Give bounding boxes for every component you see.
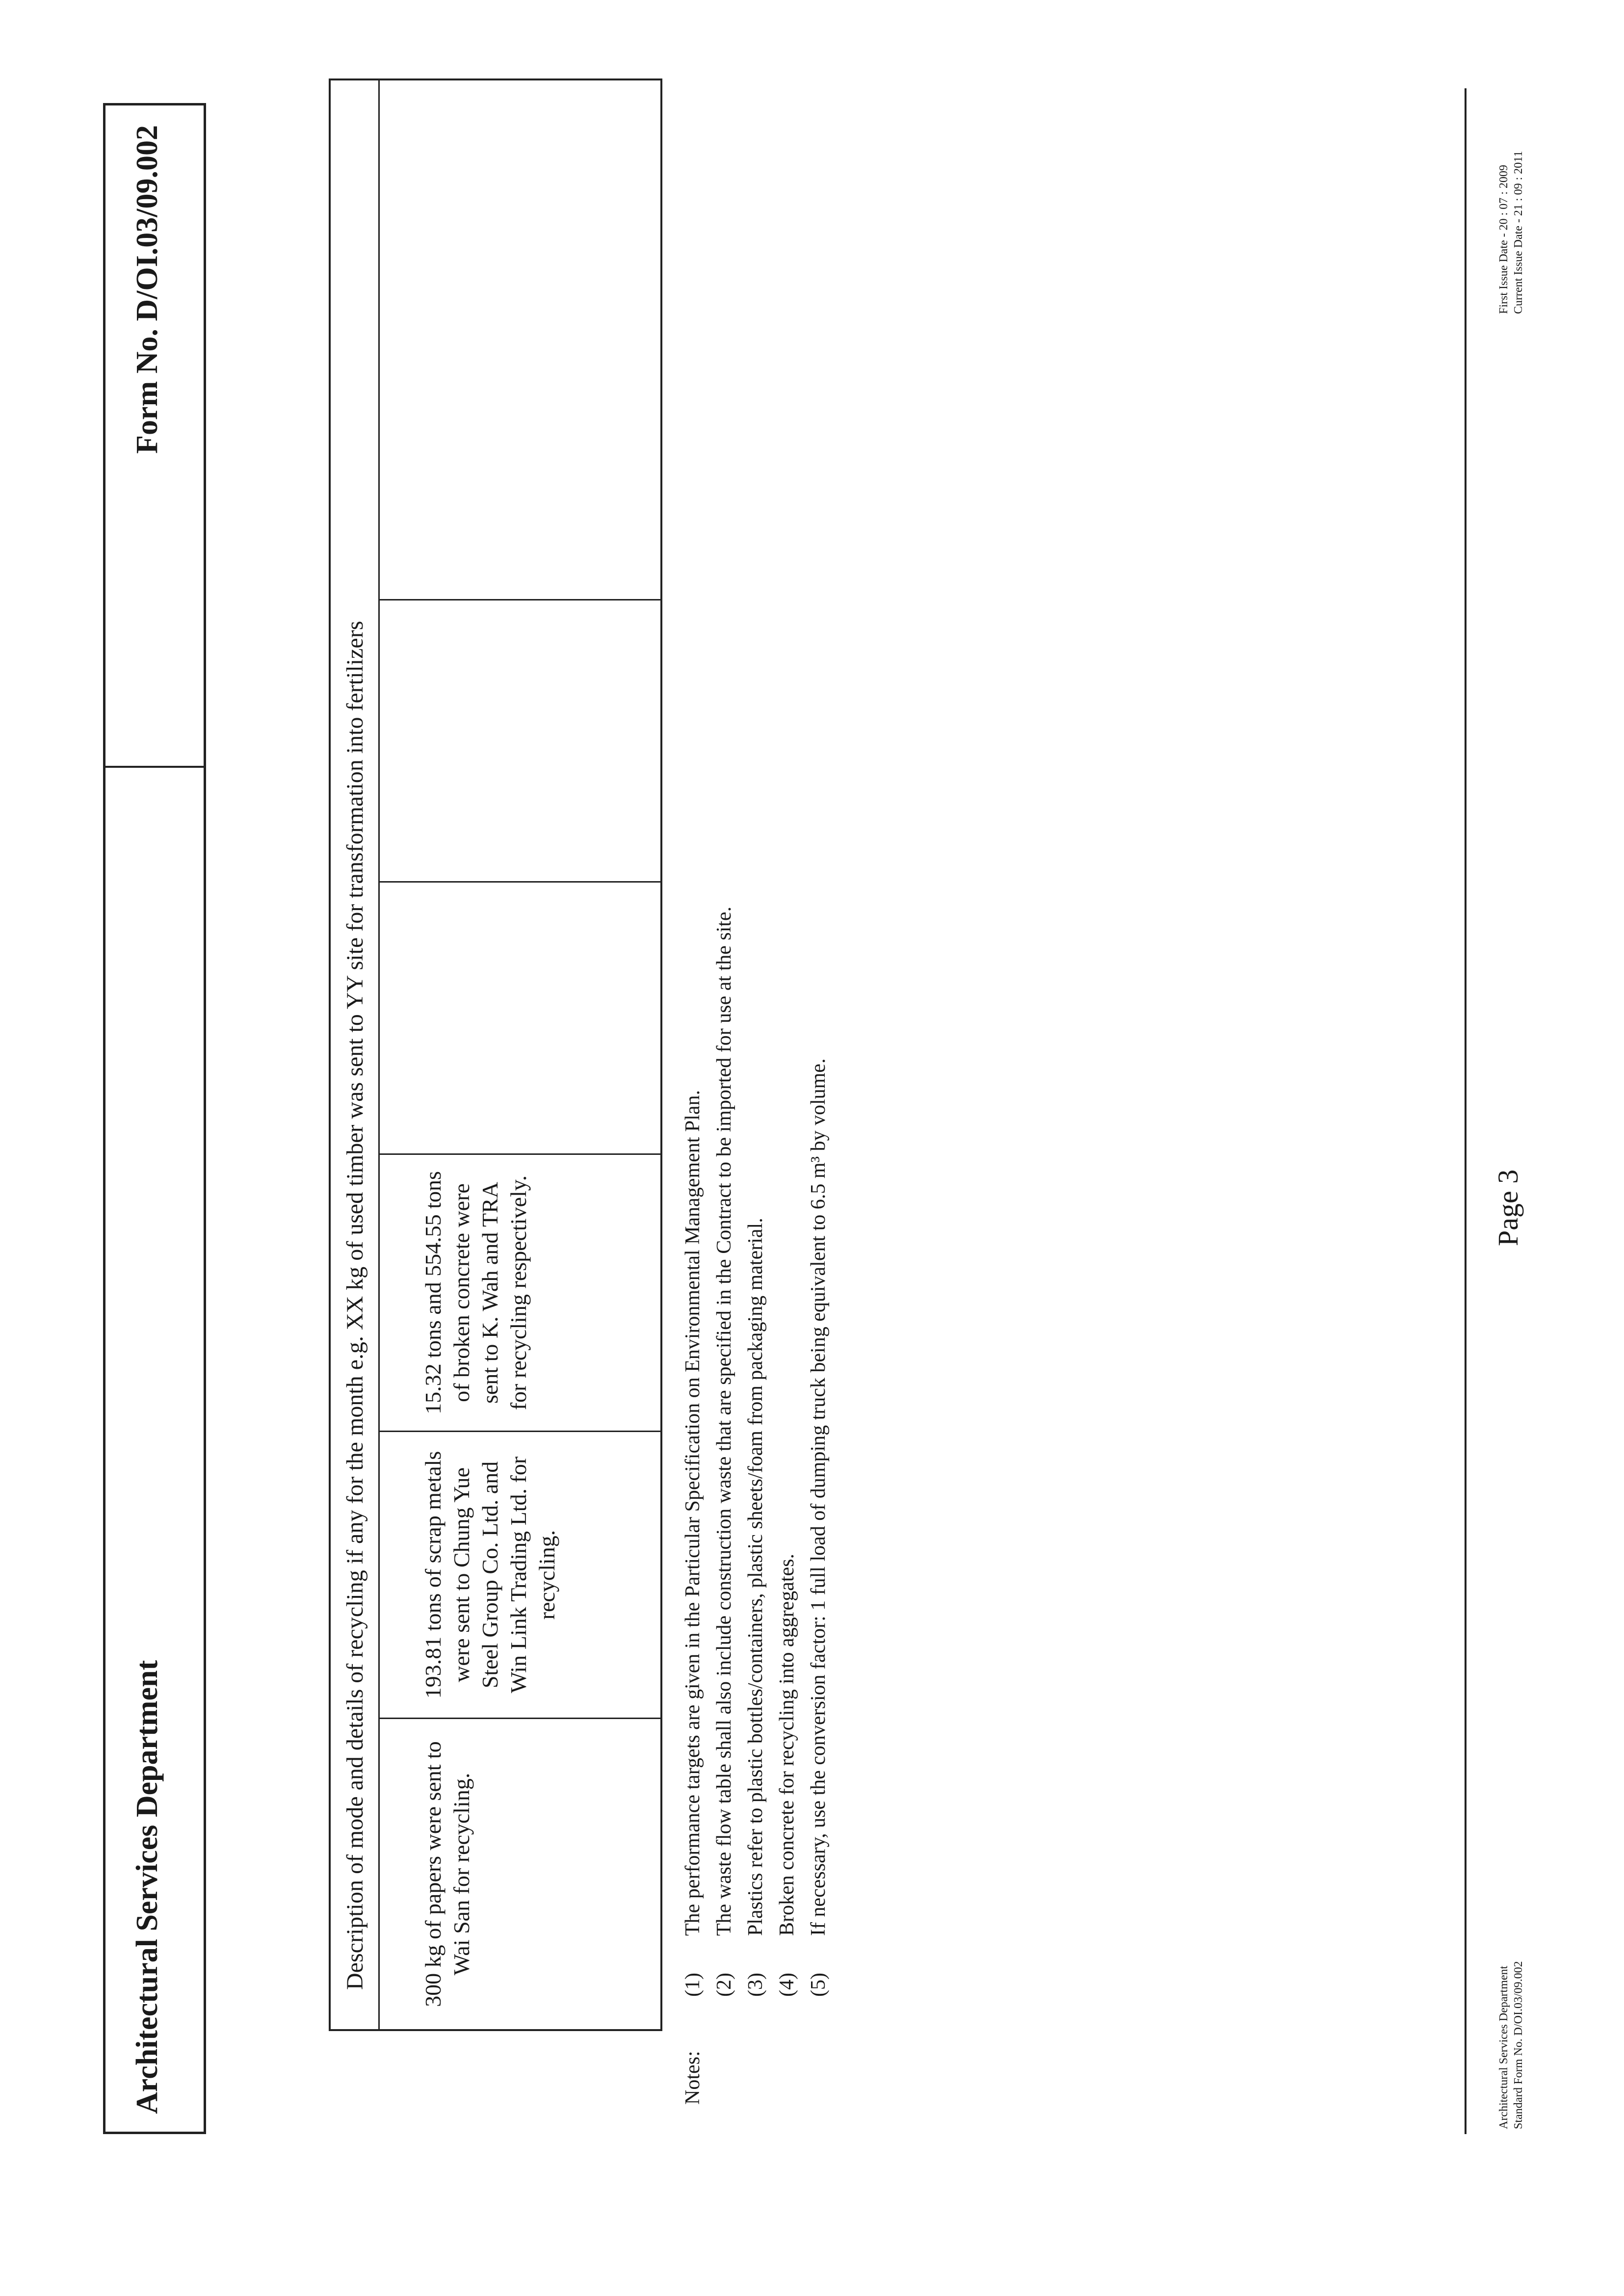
cell-text bbox=[380, 325, 419, 355]
note-item bbox=[677, 1090, 708, 1997]
note-number: (5) bbox=[807, 1973, 830, 1997]
cell-text bbox=[380, 1003, 419, 1033]
note-item bbox=[708, 907, 740, 1997]
recycling-table bbox=[329, 78, 662, 2031]
header-box bbox=[103, 103, 206, 2134]
table-cell bbox=[380, 80, 662, 599]
footer-form-no: Standard Form No. D/OI.03/09.002 bbox=[1512, 1961, 1525, 2129]
cell-text: 300 kg of papers were sent to Wai San for recycling. bbox=[420, 1741, 474, 2007]
table-cell bbox=[380, 881, 662, 1153]
footer-rule bbox=[1465, 88, 1467, 2134]
note-text: If necessary, use the conversion factor: 1 full load of dumping truck being equivalent to 6.5 m³ by volume. bbox=[807, 1058, 830, 1936]
note-text: The waste flow table shall also include construction waste that are specified in the Contract to be imported for use at the site. bbox=[713, 906, 735, 1936]
note-text: Broken concrete for recycling into aggregates. bbox=[776, 1554, 798, 1936]
note-item bbox=[740, 1218, 771, 1997]
table-header-text: Description of mode and details of recycling if any for the month e.g. XX kg of used timber was sent to YY site for transformation into fertilizers bbox=[342, 621, 368, 1990]
note-number: (2) bbox=[713, 1973, 735, 1997]
cell-text: 15.32 tons and 554.55 tons of broken concrete were sent to K. Wah and TRA for recycling respectively. bbox=[420, 1171, 531, 1414]
notes-label: Notes: bbox=[681, 2051, 704, 2105]
table-cell bbox=[380, 1431, 662, 1718]
cell-text bbox=[380, 726, 419, 756]
note-text: Plastics refer to plastic bottles/containers, plastic sheets/foam from packaging material. bbox=[744, 1218, 767, 1936]
note-number: (4) bbox=[776, 1973, 798, 1997]
footer-right bbox=[1496, 151, 1526, 314]
note-number: (3) bbox=[744, 1973, 767, 1997]
table-cell bbox=[380, 599, 662, 881]
note-text: The performance targets are given in the Particular Specification on Environmental Management Plan. bbox=[681, 1090, 704, 1936]
footer-left bbox=[1496, 1961, 1526, 2129]
table-cell bbox=[380, 1718, 662, 2029]
table-cell bbox=[380, 1153, 662, 1431]
table-header-row bbox=[331, 80, 380, 2029]
header-divider bbox=[105, 766, 204, 768]
form-number: Form No. D/OI.03/09.002 bbox=[131, 125, 164, 454]
first-issue-date: First Issue Date - 20 : 07 : 2009 bbox=[1497, 165, 1510, 314]
note-item bbox=[803, 1058, 834, 1997]
department-title: Architectural Services Department bbox=[131, 1660, 164, 2114]
footer-department: Architectural Services Department bbox=[1497, 1965, 1510, 2129]
page-number: Page 3 bbox=[1492, 1169, 1524, 1246]
current-issue-date: Current Issue Date - 21 : 09 : 2011 bbox=[1512, 151, 1525, 314]
cell-text: 193.81 tons of scrap metals were sent to Chung Yue Steel Group Co. Ltd. and Win Link Trading Ltd. for recycling. bbox=[420, 1451, 559, 1699]
note-item bbox=[771, 1554, 803, 1997]
note-number: (1) bbox=[681, 1973, 704, 1997]
